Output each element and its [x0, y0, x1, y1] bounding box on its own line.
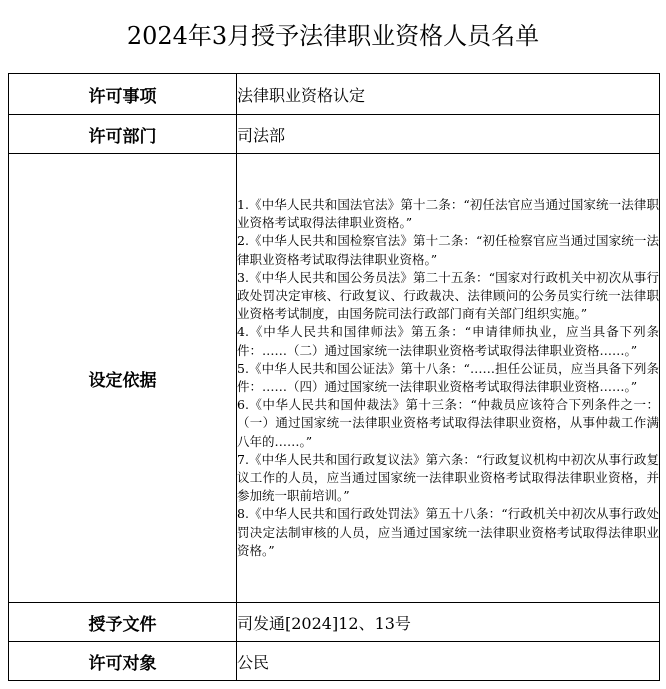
license-info-table: [8, 73, 660, 681]
table-row-license-target: [9, 642, 660, 681]
table-row-license-dept: [9, 115, 660, 154]
license-item-value: 法律职业资格认定: [237, 74, 660, 115]
legal-basis-label: 设定依据: [9, 154, 237, 603]
grant-document-value: 司发通[2024]12、13号: [237, 603, 660, 642]
grant-document-label: 授予文件: [9, 603, 237, 642]
page-title: 2024年3月授予法律职业资格人员名单: [126, 22, 540, 50]
legal-basis-item: 3.《中华人民共和国公务员法》第二十五条：“国家对行政机关中初次从事行政处罚决定审核、行政复议、行政裁决、法律顾问的公务员实行统一法律职业资格考试制度，由国务院司法行政部门商有关部门组织实施。”: [237, 269, 659, 322]
legal-basis-item: 6.《中华人民共和国仲裁法》第十三条：“仲裁员应该符合下列条件之一：（一）通过国家统一法律职业资格考试取得法律职业资格，从事仲裁工作满八年的……。”: [237, 397, 659, 449]
table-row-license-item: [9, 74, 660, 115]
legal-basis-item: 8.《中华人民共和国行政处罚法》第五十八条：“行政机关中初次从事行政处罚决定法制审核的人员，应当通过国家统一法律职业资格考试取得法律职业资格。”: [237, 506, 659, 558]
legal-basis-item: 2.《中华人民共和国检察官法》第十二条：“初任检察官应当通过国家统一法律职业资格考试取得法律职业资格。”: [237, 233, 659, 267]
license-item-label: 许可事项: [9, 74, 237, 115]
legal-basis-content: [237, 154, 660, 603]
legal-basis-item: 4.《中华人民共和国律师法》第五条：“申请律师执业，应当具备下列条件：……（二）通过国家统一法律职业资格考试取得法律职业资格……。”: [237, 324, 659, 358]
table-row-grant-document: [9, 603, 660, 642]
license-dept-label: 许可部门: [9, 115, 237, 154]
legal-basis-item: 1.《中华人民共和国法官法》第十二条：“初任法官应当通过国家统一法律职业资格考试取得法律职业资格。”: [237, 196, 659, 231]
license-target-value: 公民: [237, 642, 660, 681]
legal-basis-item: 5.《中华人民共和国公证法》第十八条：“……担任公证员，应当具备下列条件：……（四）通过国家统一法律职业资格考试取得法律职业资格……。”: [237, 360, 659, 394]
legal-basis-item: 7.《中华人民共和国行政复议法》第六条：“行政复议机构中初次从事行政复议工作的人员，应当通过国家统一法律职业资格考试取得法律职业资格，并参加统一职前培训。”: [237, 451, 659, 504]
license-dept-value: 司法部: [237, 115, 660, 154]
license-target-label: 许可对象: [9, 642, 237, 681]
table-row-legal-basis: [9, 154, 660, 603]
